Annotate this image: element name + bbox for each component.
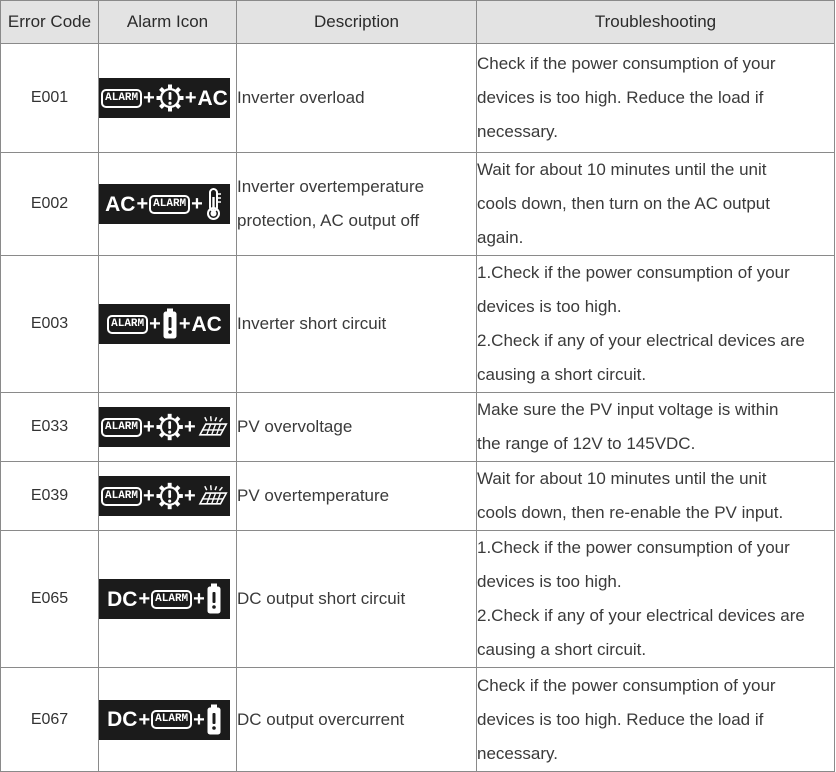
plus-sign: + <box>136 194 148 214</box>
troubleshooting-line: Check if the power consumption of your <box>477 669 834 703</box>
troubleshooting-cell <box>477 531 835 668</box>
description-line: protection, AC output off <box>237 204 476 238</box>
description-cell <box>237 44 477 153</box>
troubleshooting-line: causing a short circuit. <box>477 358 834 392</box>
alarm-icon-group <box>99 700 230 740</box>
alarm-badge-icon: ALARM <box>151 590 192 609</box>
alarm-icon-cell <box>99 256 237 393</box>
troubleshooting-line: cools down, then re-enable the PV input. <box>477 496 834 530</box>
description-line: DC output overcurrent <box>237 703 476 737</box>
ac-label-icon: AC <box>105 194 135 215</box>
alarm-icon-cell <box>99 44 237 153</box>
gear-exclamation-icon <box>156 482 183 510</box>
description-cell <box>237 256 477 393</box>
plus-sign: + <box>184 486 196 506</box>
troubleshooting-line: Make sure the PV input voltage is within <box>477 393 834 427</box>
troubleshooting-line: 1.Check if the power consumption of your <box>477 531 834 565</box>
alarm-badge-icon: ALARM <box>107 315 148 334</box>
plus-sign: + <box>143 88 155 108</box>
dc-label-icon: DC <box>107 589 137 610</box>
alarm-icon-cell <box>99 393 237 462</box>
error-code-cell: E003 <box>1 256 99 393</box>
description-line: Inverter overload <box>237 81 476 115</box>
gear-exclamation-icon <box>156 413 183 441</box>
alarm-icon-group <box>99 78 230 118</box>
description-cell <box>237 153 477 256</box>
troubleshooting-line: necessary. <box>477 737 834 771</box>
troubleshooting-cell <box>477 668 835 772</box>
dc-label-icon: DC <box>107 709 137 730</box>
ac-label-icon: AC <box>192 314 222 335</box>
gear-exclamation-icon <box>156 84 184 112</box>
description-cell <box>237 393 477 462</box>
error-code-cell: E065 <box>1 531 99 668</box>
troubleshooting-line: necessary. <box>477 115 834 149</box>
alarm-icon-cell <box>99 462 237 531</box>
alarm-icon-group <box>99 304 230 344</box>
ac-label-icon: AC <box>198 88 228 109</box>
description-cell <box>237 531 477 668</box>
plus-sign: + <box>138 589 150 609</box>
plus-sign: + <box>143 417 155 437</box>
troubleshooting-line: 1.Check if the power consumption of your <box>477 256 834 290</box>
description-line: Inverter overtemperature <box>237 170 476 204</box>
header-troubleshooting: Troubleshooting <box>477 1 835 44</box>
troubleshooting-line: the range of 12V to 145VDC. <box>477 427 834 461</box>
solar-panel-icon <box>197 415 228 439</box>
solar-panel-icon <box>197 484 228 508</box>
alarm-badge-icon: ALARM <box>101 418 142 437</box>
plus-sign: + <box>179 314 191 334</box>
alarm-badge-icon: ALARM <box>101 89 142 108</box>
header-alarm-icon: Alarm Icon <box>99 1 237 44</box>
troubleshooting-line: Wait for about 10 minutes until the unit <box>477 153 834 187</box>
plus-sign: + <box>185 88 197 108</box>
thermometer-icon <box>204 187 224 221</box>
battery-exclamation-icon <box>162 308 178 340</box>
table-row <box>1 393 835 462</box>
plus-sign: + <box>143 486 155 506</box>
troubleshooting-line: Check if the power consumption of your <box>477 47 834 81</box>
error-code-cell: E033 <box>1 393 99 462</box>
troubleshooting-line: cools down, then turn on the AC output <box>477 187 834 221</box>
alarm-icon-group <box>99 476 230 516</box>
table-row <box>1 531 835 668</box>
troubleshooting-line: 2.Check if any of your electrical devices are <box>477 324 834 358</box>
description-line: DC output short circuit <box>237 582 476 616</box>
troubleshooting-cell <box>477 44 835 153</box>
alarm-badge-icon: ALARM <box>101 487 142 506</box>
error-code-cell: E039 <box>1 462 99 531</box>
plus-sign: + <box>193 710 205 730</box>
troubleshooting-line: causing a short circuit. <box>477 633 834 667</box>
troubleshooting-line: 2.Check if any of your electrical devices are <box>477 599 834 633</box>
plus-sign: + <box>184 417 196 437</box>
table-row <box>1 153 835 256</box>
battery-exclamation-icon <box>206 583 222 615</box>
table-row <box>1 462 835 531</box>
alarm-badge-icon: ALARM <box>151 710 192 729</box>
troubleshooting-line: devices is too high. Reduce the load if <box>477 703 834 737</box>
alarm-icon-group <box>99 579 230 619</box>
table-row <box>1 256 835 393</box>
alarm-icon-group <box>99 184 230 224</box>
troubleshooting-line: Wait for about 10 minutes until the unit <box>477 462 834 496</box>
description-line: Inverter short circuit <box>237 307 476 341</box>
plus-sign: + <box>193 589 205 609</box>
plus-sign: + <box>191 194 203 214</box>
description-line: PV overvoltage <box>237 410 476 444</box>
troubleshooting-cell <box>477 153 835 256</box>
header-error-code: Error Code <box>1 1 99 44</box>
troubleshooting-line: devices is too high. Reduce the load if <box>477 81 834 115</box>
plus-sign: + <box>149 314 161 334</box>
troubleshooting-line: again. <box>477 221 834 255</box>
battery-exclamation-icon <box>206 704 222 736</box>
troubleshooting-cell <box>477 462 835 531</box>
table-row <box>1 668 835 772</box>
troubleshooting-line: devices is too high. <box>477 565 834 599</box>
header-description: Description <box>237 1 477 44</box>
error-code-cell: E002 <box>1 153 99 256</box>
troubleshooting-line: devices is too high. <box>477 290 834 324</box>
description-line: PV overtemperature <box>237 479 476 513</box>
alarm-badge-icon: ALARM <box>149 195 190 214</box>
plus-sign: + <box>138 710 150 730</box>
troubleshooting-cell <box>477 393 835 462</box>
table-row <box>1 44 835 153</box>
table-header-row <box>1 1 835 44</box>
alarm-icon-cell <box>99 531 237 668</box>
alarm-icon-cell <box>99 153 237 256</box>
error-code-cell: E001 <box>1 44 99 153</box>
alarm-icon-group <box>99 407 230 447</box>
description-cell <box>237 462 477 531</box>
troubleshooting-cell <box>477 256 835 393</box>
alarm-icon-cell <box>99 668 237 772</box>
description-cell <box>237 668 477 772</box>
error-code-cell: E067 <box>1 668 99 772</box>
